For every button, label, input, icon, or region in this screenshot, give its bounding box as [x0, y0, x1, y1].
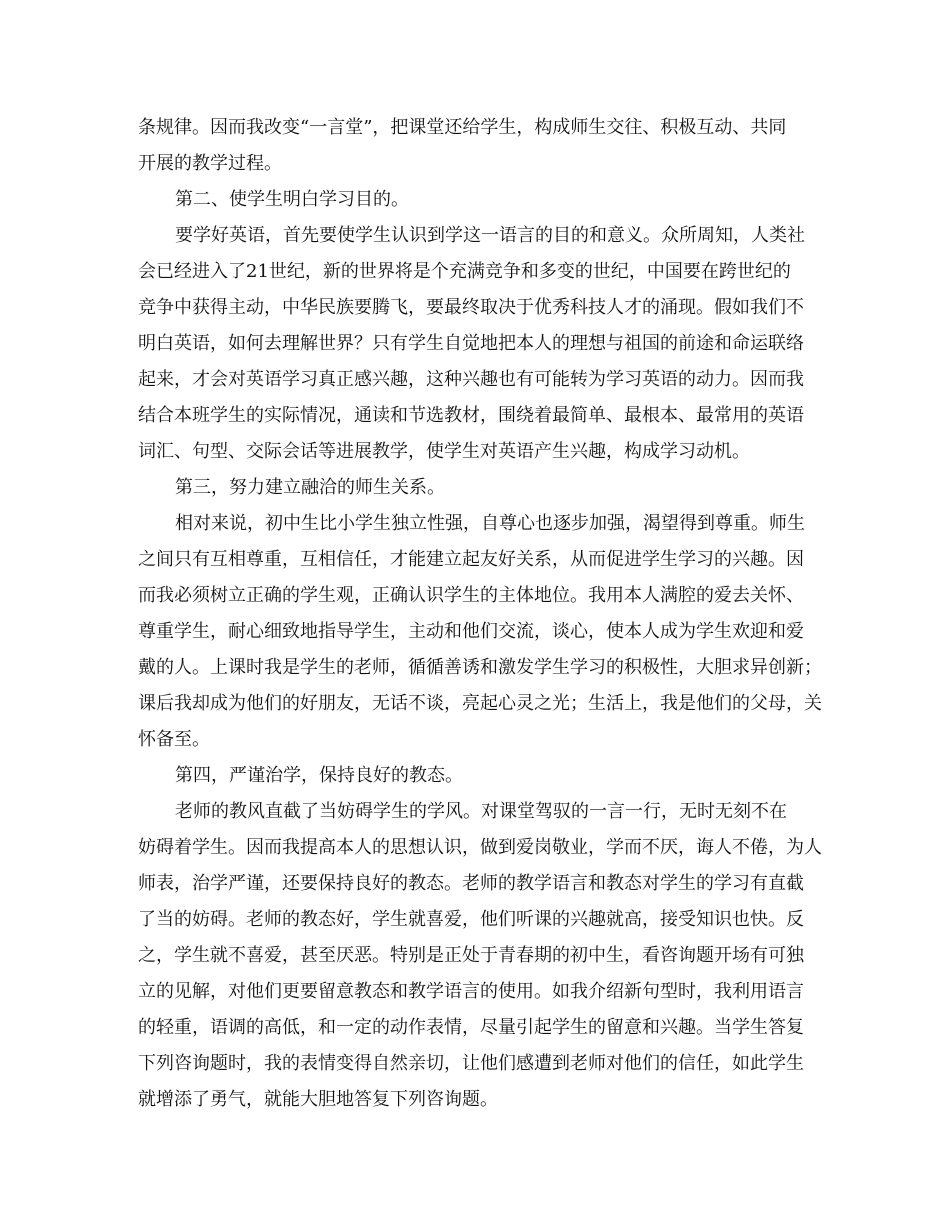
text-line: 尊重学生，耐心细致地指导学生，主动和他们交流，谈心，使本人成为学生欢迎和爱: [138, 621, 804, 642]
paragraph-teacher-student-relationship: [138, 506, 822, 758]
paragraph-continuation: [138, 110, 818, 182]
paragraph-learning-purpose: [138, 218, 818, 470]
paragraph-teaching-demeanor: [138, 794, 822, 1118]
text-line: 戴的人。上课时我是学生的老师，循循善诱和激发学生学习的积极性，大胆求异创新；: [138, 657, 822, 678]
heading-line: 第三，努力建立融洽的师生关系。: [175, 477, 445, 498]
text-line: 师表，治学严谨，还要保持良好的教态。老师的教学语言和教态对学生的学习有直截: [138, 873, 804, 894]
text-line: 会已经进入了21世纪，新的世界将是个充满竞争和多变的世纪，中国要在跨世纪的: [138, 261, 791, 282]
text-line: 条规律。因而我改变“一言堂”，把课堂还给学生，构成师生交往、积极互动、共同: [138, 117, 787, 138]
heading-line: 第二、使学生明白学习目的。: [175, 189, 409, 210]
text-line: 起来，才会对英语学习真正感兴趣，这种兴趣也有可能转为学习英语的动力。因而我: [138, 369, 804, 390]
section-heading-3: [138, 470, 818, 506]
text-line: 立的见解，对他们更要留意教态和教学语言的使用。如我介绍新句型时，我利用语言: [138, 981, 804, 1002]
text-line: 相对来说，初中生比小学生独立性强，自尊心也逐步加强，渴望得到尊重。师生: [175, 513, 805, 534]
text-line: 课后我却成为他们的好朋友，无话不谈，亮起心灵之光；生活上，我是他们的父母，关: [138, 693, 822, 714]
section-heading-4: [138, 758, 818, 794]
text-line: 结合本班学生的实际情况，通读和节选教材，围绕着最简单、最根本、最常用的英语: [138, 405, 804, 426]
text-line: 之间只有互相尊重，互相信任，才能建立起友好关系，从而促进学生学习的兴趣。因: [138, 549, 804, 570]
text-line: 而我必须树立正确的学生观，正确认识学生的主体地位。我用本人满腔的爱去关怀、: [138, 585, 804, 606]
text-line: 的轻重，语调的高低，和一定的动作表情，尽量引起学生的留意和兴趣。当学生答复: [138, 1017, 804, 1038]
text-line: 就增添了勇气，就能大胆地答复下列咨询题。: [138, 1089, 498, 1110]
text-line: 词汇、句型、交际会话等进展教学，使学生对英语产生兴趣，构成学习动机。: [138, 441, 750, 462]
text-line: 下列咨询题时，我的表情变得自然亲切，让他们感遭到老师对他们的信任，如此学生: [138, 1053, 804, 1074]
text-line: 之，学生就不喜爱，甚至厌恶。特别是正处于青春期的初中生，看咨询题开场有可独: [138, 945, 804, 966]
text-line: 要学好英语，首先要使学生认识到学这一语言的目的和意义。众所周知，人类社: [175, 225, 805, 246]
text-line: 妨碍着学生。因而我提高本人的思想认识，做到爱岗敬业，学而不厌，诲人不倦，为人: [138, 837, 822, 858]
heading-line: 第四，严谨治学，保持良好的教态。: [175, 765, 463, 786]
text-line: 怀备至。: [138, 729, 210, 750]
text-line: 竞争中获得主动，中华民族要腾飞，要最终取决于优秀科技人才的涌现。假如我们不: [138, 297, 804, 318]
text-line: 了当的妨碍。老师的教态好，学生就喜爱，他们听课的兴趣就高，接受知识也快。反: [138, 909, 804, 930]
document-page: [138, 110, 822, 1118]
text-line: 明白英语，如何去理解世界？只有学生自觉地把本人的理想与祖国的前途和命运联络: [138, 333, 804, 354]
section-heading-2: [138, 182, 818, 218]
text-line: 老师的教风直截了当妨碍学生的学风。对课堂驾驭的一言一行，无时无刻不在: [175, 801, 787, 822]
text-line: 开展的教学过程。: [138, 153, 282, 174]
